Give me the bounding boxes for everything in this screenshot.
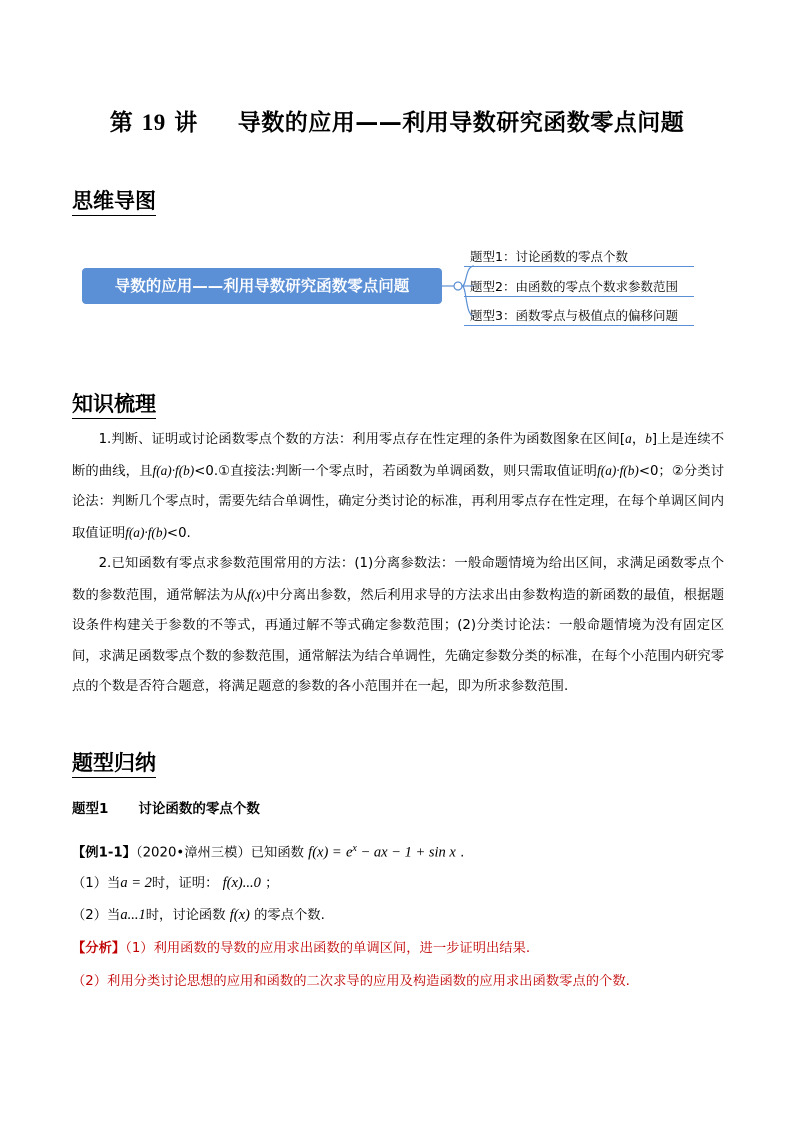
- knowledge-paragraph-2: 2.已知函数有零点求参数范围常用的方法：(1)分离参数法：一般命题情境为给出区间，求满足函数零点个数的参数范围，通常解法为从f(x)中分离出参数，然后利用求导的方法求出由参数构造的新函数的最值，根据题设条件构建关于参数的不等式，再通过解不等式确定参数范围；(2)分类讨论法：一般命题情境为没有固定区间，求满足函数零点个数的参数范围，通常解法为结合单调性，先确定参数分类的标准，在每个小范围内研究零点的个数是否符合题意，将满足题意的参数的各小范围并在一起，即为所求参数范围.: [72, 556, 725, 694]
- mindmap-branch-2: 题型2：由函数的零点个数求参数范围: [470, 279, 678, 294]
- type-1-heading: [72, 797, 260, 817]
- type-1-label: 题型1: [72, 801, 109, 817]
- mindmap-branch-3: 题型3：函数零点与极值点的偏移问题: [470, 308, 678, 323]
- mindmap-branch-2-underline: [464, 296, 694, 297]
- example-tag: 【例1-1】: [72, 845, 136, 861]
- mindmap-branch-1: 题型1：讨论函数的零点个数: [470, 249, 628, 264]
- analysis-line-1: 【分析】（1）利用函数的导数的应用求出函数的单调区间，进一步证明出结果.: [72, 941, 531, 956]
- type-1-title: 讨论函数的零点个数: [138, 801, 260, 817]
- types-heading: 题型归纳: [72, 750, 156, 778]
- lecture-number: 19: [141, 110, 166, 135]
- example-statement: 【例1-1】（2020•漳州三模）已知函数 $f(x) = e^x$ − ax − 1 + sin x .: [72, 843, 465, 861]
- example-question-2: （2）当a...1时，讨论函数 f(x) 的零点个数.: [72, 907, 325, 923]
- lecture-prefix: 第: [109, 110, 134, 136]
- knowledge-paragraphs: [72, 424, 724, 703]
- lecture-suffix: 讲: [174, 110, 198, 136]
- mindmap-root-node: 导数的应用——利用导数研究函数零点问题: [82, 268, 442, 304]
- knowledge-paragraph-1: 1.判断、证明或讨论函数零点个数的方法：利用零点存在性定理的条件为函数图象在区间[a，b]上是连续不断的曲线，且f(a)·f(b)<0.①直接法:判断一个零点时，若函数为单调函数，则只需取值证明f(a)·f(b)<0；②分类讨论法：判断几个零点时，需要先结合单调性，确定分类讨论的标准，再利用零点存在性定理，在每个单调区间内取值证明f(a)·f(b)<0.: [72, 431, 725, 541]
- analysis-tag: 【分析】: [72, 941, 126, 956]
- knowledge-heading: 知识梳理: [72, 391, 156, 419]
- lecture-topic: 导数的应用——利用导数研究函数零点问题: [237, 110, 685, 136]
- mindmap-branch-1-underline: [464, 266, 694, 267]
- page-title: [0, 104, 794, 137]
- example-question-1: （1）当a = 2时，证明： f(x)...0 ；: [72, 875, 279, 891]
- mindmap-heading: 思维导图: [72, 188, 156, 216]
- mindmap-branch-3-underline: [464, 325, 694, 326]
- analysis-line-2: （2）利用分类讨论思想的应用和函数的二次求导的应用及构造函数的应用求出函数零点的个数.: [72, 974, 630, 989]
